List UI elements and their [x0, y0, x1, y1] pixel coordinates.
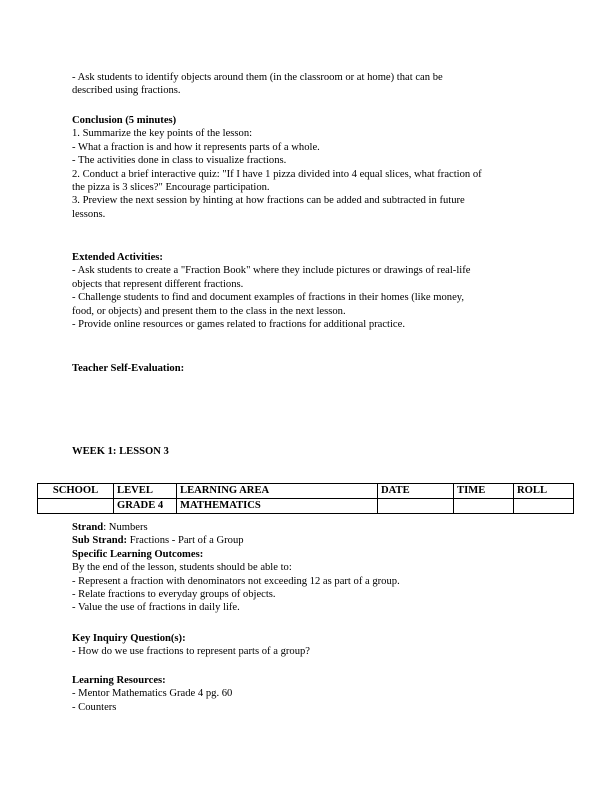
lesson-meta-table	[37, 483, 574, 514]
extended-line: objects that represent different fractions.	[72, 278, 244, 290]
extended-line: - Provide online resources or games related to fractions for additional practice.	[72, 319, 405, 331]
week-section	[72, 445, 552, 458]
conclusion-line: lessons.	[72, 208, 106, 220]
header-time: TIME	[454, 484, 514, 499]
substrand-line	[72, 534, 552, 547]
slo-line: - Value the use of fractions in daily life.	[72, 602, 240, 614]
kiq-heading: Key Inquiry Question(s):	[72, 633, 186, 644]
conclusion-line: 3. Preview the next session by hinting at how fractions can be added and subtracted in future	[72, 195, 465, 207]
cell-roll	[514, 499, 574, 514]
learning-resources-section	[72, 674, 552, 714]
conclusion-line: - The activities done in class to visualize fractions.	[72, 155, 287, 167]
cell-level: GRADE 4	[114, 499, 177, 514]
resources-line: - Mentor Mathematics Grade 4 pg. 60	[72, 688, 233, 700]
header-roll: ROLL	[514, 484, 574, 499]
cell-learning-area: MATHEMATICS	[177, 499, 378, 514]
conclusion-section	[72, 114, 552, 221]
conclusion-line: 2. Conduct a brief interactive quiz: "If I have 1 pizza divided into 4 equal slices, what fraction of	[72, 168, 482, 180]
extended-line: - Challenge students to find and document examples of fractions in their homes (like money,	[72, 292, 465, 304]
kiq-line: - How do we use fractions to represent parts of a group?	[72, 646, 310, 658]
conclusion-heading: Conclusion (5 minutes)	[72, 115, 177, 126]
self-evaluation-section	[72, 362, 552, 375]
cell-school	[38, 499, 114, 514]
cell-date	[378, 499, 454, 514]
extended-activities-section	[72, 251, 552, 331]
extended-line: - Ask students to create a "Fraction Book" where they include pictures or drawings of real-life	[72, 265, 471, 277]
conclusion-line: the pizza is 3 slices?" Encourage participation.	[72, 182, 270, 194]
conclusion-line: 1. Summarize the key points of the lesson:	[72, 128, 253, 140]
intro-line: described using fractions.	[72, 85, 181, 97]
strand-line	[72, 521, 552, 534]
slo-line: - Represent a fraction with denominators not exceeding 12 as part of a group.	[72, 575, 400, 587]
lesson-details	[72, 521, 552, 615]
header-level: LEVEL	[114, 484, 177, 499]
resources-heading: Learning Resources:	[72, 675, 166, 686]
header-school: SCHOOL	[38, 484, 114, 499]
substrand-label: Sub Strand:	[72, 535, 128, 547]
extended-heading: Extended Activities:	[72, 252, 163, 263]
header-date: DATE	[378, 484, 454, 499]
slo-line: - Relate fractions to everyday groups of objects.	[72, 589, 276, 601]
strand-label: Strand	[72, 522, 104, 533]
intro-line: - Ask students to identify objects around them (in the classroom or at home) that can be	[72, 72, 443, 83]
strand-value: : Numbers	[103, 522, 148, 533]
slo-line: By the end of the lesson, students should be able to:	[72, 562, 292, 574]
resources-line: - Counters	[72, 701, 117, 713]
conclusion-line: - What a fraction is and how it represents parts of a whole.	[72, 141, 320, 153]
header-learning-area: LEARNING AREA	[177, 484, 378, 499]
key-inquiry-section	[72, 632, 552, 659]
table-row	[38, 499, 574, 514]
intro-paragraph	[72, 71, 552, 98]
substrand-value: Fractions - Part of a Group	[127, 535, 244, 547]
self-evaluation-heading: Teacher Self-Evaluation:	[72, 363, 185, 374]
cell-time	[454, 499, 514, 514]
table-header-row	[38, 484, 574, 499]
extended-line: food, or objects) and present them to the class in the next lesson.	[72, 305, 346, 317]
slo-heading: Specific Learning Outcomes:	[72, 548, 204, 560]
week-heading: WEEK 1: LESSON 3	[72, 446, 169, 457]
